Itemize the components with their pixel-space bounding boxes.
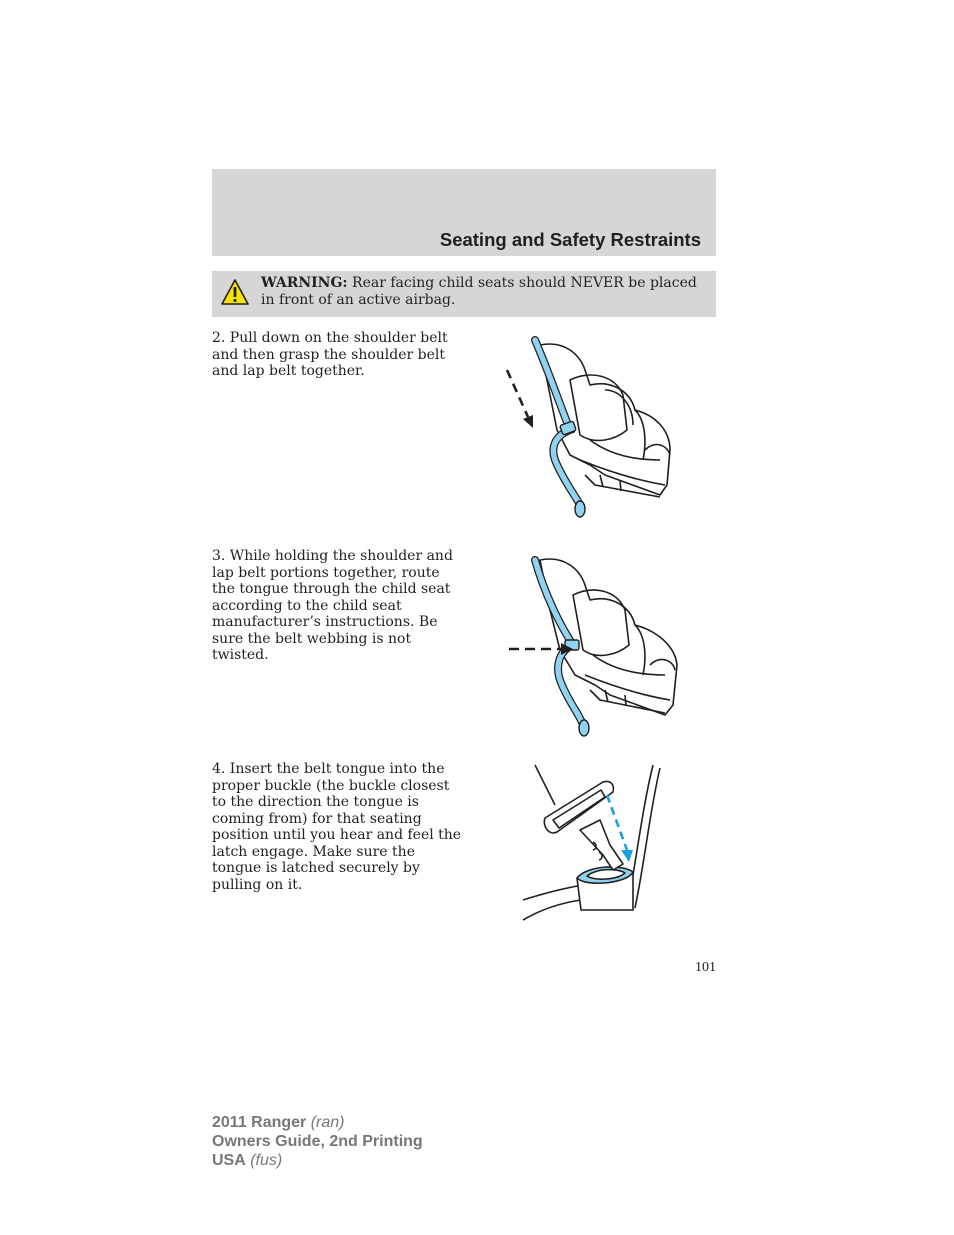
warning-triangle-icon [220,278,250,306]
footer-line-2: Owners Guide, 2nd Printing [212,1133,423,1150]
page-number: 101 [695,960,716,975]
warning-text [261,275,706,308]
warning-box [212,271,716,317]
footer-line-1: 2011 Ranger (ran) [212,1114,345,1131]
step-2-text: 2. Pull down on the shoulder belt and then grasp the shoulder belt and lap belt together. [212,330,448,379]
footer-line-3: USA (fus) [212,1152,283,1169]
warning-body: Rear facing child seats should NEVER be placed in front of an active airbag. [261,275,697,308]
section-header-band [212,169,716,256]
child-seat-route-belt-illustration [505,555,685,740]
belt-buckle-illustration [515,760,670,930]
section-title: Seating and Safety Restraints [439,229,701,250]
step-3-text: 3. While holding the shoulder and lap belt portions together, route the tongue through the child seat according to the child seat manufacturer’s instructions. Be sure the belt webbing is not twisted. [212,548,453,663]
child-seat-pull-belt-illustration [495,335,680,525]
step-4-text: 4. Insert the belt tongue into the proper buckle (the buckle closest to the direction the tongue is coming from) for that seating position until you hear and feel the latch engage. Make sure the tongue is latched securely by pulling on it. [212,761,462,893]
footer-edition-info [212,1113,423,1170]
warning-label: WARNING: [261,275,348,291]
